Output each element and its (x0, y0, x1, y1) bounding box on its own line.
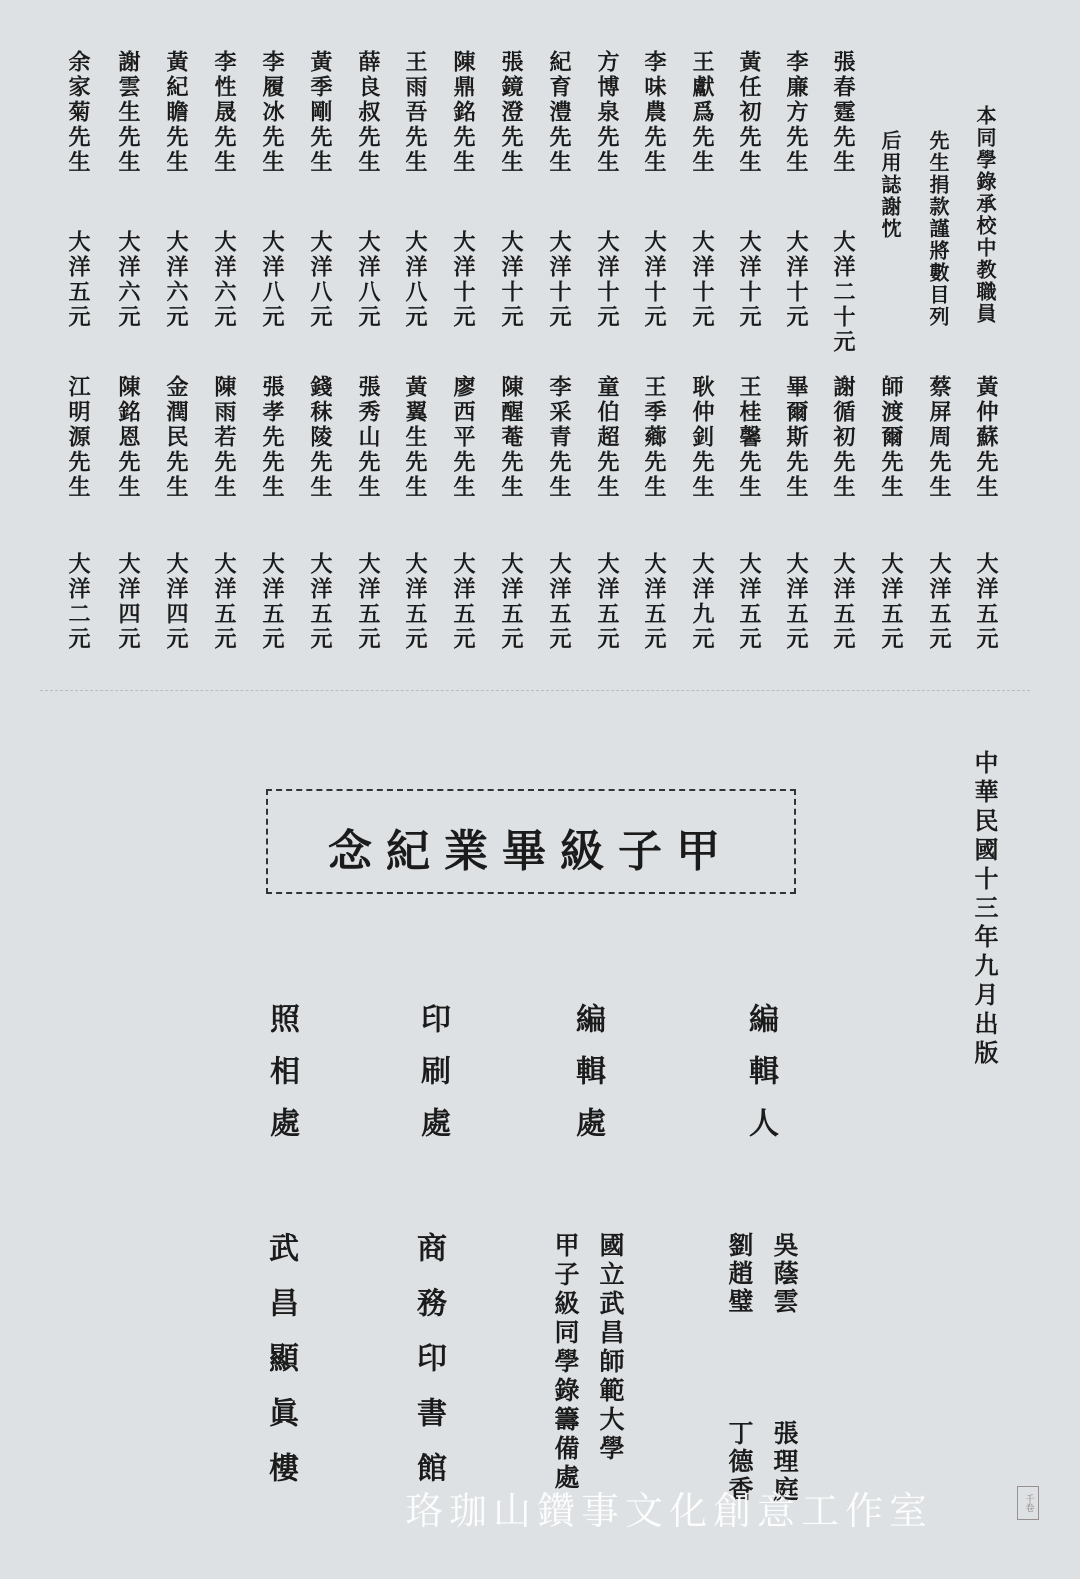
donor-name: 謝循初先生 (830, 375, 856, 500)
donor-name: 李采青先生 (546, 375, 572, 500)
donor-name: 王獻爲先生 (689, 50, 715, 175)
donor-name: 黃翼生先生 (402, 375, 428, 500)
donor-amount: 大洋九元 (689, 552, 715, 652)
donor-amount: 大洋八元 (355, 230, 381, 330)
editor-name: 丁德香 (725, 1420, 754, 1504)
donor-amount: 大洋五元 (450, 552, 476, 652)
donor-name: 金潤民先生 (163, 375, 189, 500)
editor-label: 編輯人 (743, 1003, 778, 1159)
donor-name: 謝雲生先生 (115, 50, 141, 175)
donor-amount: 大洋五元 (402, 552, 428, 652)
donor-amount: 大洋五元 (736, 552, 762, 652)
donor-name: 李廉方先生 (783, 50, 809, 175)
donor-name: 陳鼎銘先生 (450, 50, 476, 175)
donor-name: 蔡屏周先生 (926, 375, 952, 500)
donor-amount: 大洋五元 (211, 552, 237, 652)
donor-name: 陳醒菴先生 (498, 375, 524, 500)
donor-name: 畢爾斯先生 (783, 375, 809, 500)
donor-name: 黃季剛先生 (307, 50, 333, 175)
donor-amount: 大洋十元 (594, 230, 620, 330)
section-divider (40, 690, 1030, 691)
donor-name: 師渡爾先生 (878, 375, 904, 500)
donor-amount: 大洋五元 (307, 552, 333, 652)
donor-amount: 大洋五元 (498, 552, 524, 652)
donor-amount: 大洋十元 (450, 230, 476, 330)
intro-line-3: 后用誌謝忱 (878, 130, 902, 240)
donor-amount: 大洋十元 (641, 230, 667, 330)
donor-name: 張孝先先生 (259, 375, 285, 500)
donor-amount: 大洋四元 (115, 552, 141, 652)
donor-name: 陳雨若先生 (211, 375, 237, 500)
donor-name: 薛良叔先生 (355, 50, 381, 175)
watermark-text: 珞珈山鑽事文化創意工作室 (405, 1489, 934, 1533)
donor-amount: 大洋五元 (878, 552, 904, 652)
donor-amount: 大洋二十元 (830, 230, 856, 355)
title-frame (266, 789, 796, 894)
donor-amount: 大洋六元 (115, 230, 141, 330)
donor-name: 張秀山先生 (355, 375, 381, 500)
photo-label: 照相處 (264, 1003, 299, 1159)
donor-name: 童伯超先生 (594, 375, 620, 500)
donor-amount: 大洋十元 (783, 230, 809, 330)
office-label: 編輯處 (570, 1003, 605, 1159)
donor-name: 黃紀瞻先生 (163, 50, 189, 175)
printer-label: 印刷處 (415, 1003, 450, 1159)
donor-amount: 大洋五元 (830, 552, 856, 652)
donor-name: 李味農先生 (641, 50, 667, 175)
donor-amount: 大洋五元 (546, 552, 572, 652)
donor-name: 張春霆先生 (830, 50, 856, 175)
editor-name: 吳蔭雲 (770, 1232, 799, 1316)
donor-amount: 大洋五元 (594, 552, 620, 652)
donor-amount: 大洋十元 (736, 230, 762, 330)
donor-name: 耿仲釗先生 (689, 375, 715, 500)
donor-amount: 大洋五元 (65, 230, 91, 330)
donor-amount: 大洋二元 (65, 552, 91, 652)
donor-amount: 大洋五元 (783, 552, 809, 652)
donor-name: 陳銘恩先生 (115, 375, 141, 500)
donor-amount: 大洋十元 (546, 230, 572, 330)
donor-amount: 大洋五元 (926, 552, 952, 652)
donor-amount: 大洋六元 (211, 230, 237, 330)
donor-name: 錢秣陵先生 (307, 375, 333, 500)
office-value-line-1: 國立武昌師範大學 (596, 1232, 625, 1464)
editor-name: 張理庭 (770, 1420, 799, 1504)
printer-value: 商務印書館 (411, 1232, 446, 1507)
donor-amount: 大洋五元 (355, 552, 381, 652)
donor-name: 張鏡澄先生 (498, 50, 524, 175)
donor-amount: 大洋六元 (163, 230, 189, 330)
publication-date: 中華民國十三年九月出版 (970, 750, 999, 1069)
donor-name: 江明源先生 (65, 375, 91, 500)
donor-amount: 大洋五元 (259, 552, 285, 652)
seal-stamp: 千卷 (1017, 1486, 1039, 1520)
donor-amount: 大洋四元 (163, 552, 189, 652)
donor-amount: 大洋八元 (307, 230, 333, 330)
donor-amount: 大洋五元 (641, 552, 667, 652)
page-title: 甲子級畢業紀念 (328, 826, 734, 877)
intro-line-2: 先生捐款謹將數目列 (926, 130, 950, 328)
editor-name: 劉趙璧 (725, 1232, 754, 1316)
donor-amount: 大洋八元 (402, 230, 428, 330)
intro-line-1: 本同學錄承校中教職員 (973, 105, 997, 325)
donor-name: 李履冰先生 (259, 50, 285, 175)
donor-name: 方博泉先生 (594, 50, 620, 175)
donor-name: 黃仲蘇先生 (973, 375, 999, 500)
donor-name: 黃任初先生 (736, 50, 762, 175)
donor-name: 王季薌先生 (641, 375, 667, 500)
donor-name: 余家菊先生 (65, 50, 91, 175)
donor-amount: 大洋十元 (498, 230, 524, 330)
donor-name: 王桂馨先生 (736, 375, 762, 500)
office-value-line-2: 甲子級同學錄籌備處 (551, 1232, 580, 1493)
donor-name: 紀育澧先生 (546, 50, 572, 175)
donor-name: 李性晟先生 (211, 50, 237, 175)
donor-amount: 大洋八元 (259, 230, 285, 330)
photo-value: 武昌顯眞樓 (263, 1232, 298, 1507)
donor-name: 廖西平先生 (450, 375, 476, 500)
donor-amount: 大洋五元 (973, 552, 999, 652)
donor-amount: 大洋十元 (689, 230, 715, 330)
donor-name: 王雨吾先生 (402, 50, 428, 175)
